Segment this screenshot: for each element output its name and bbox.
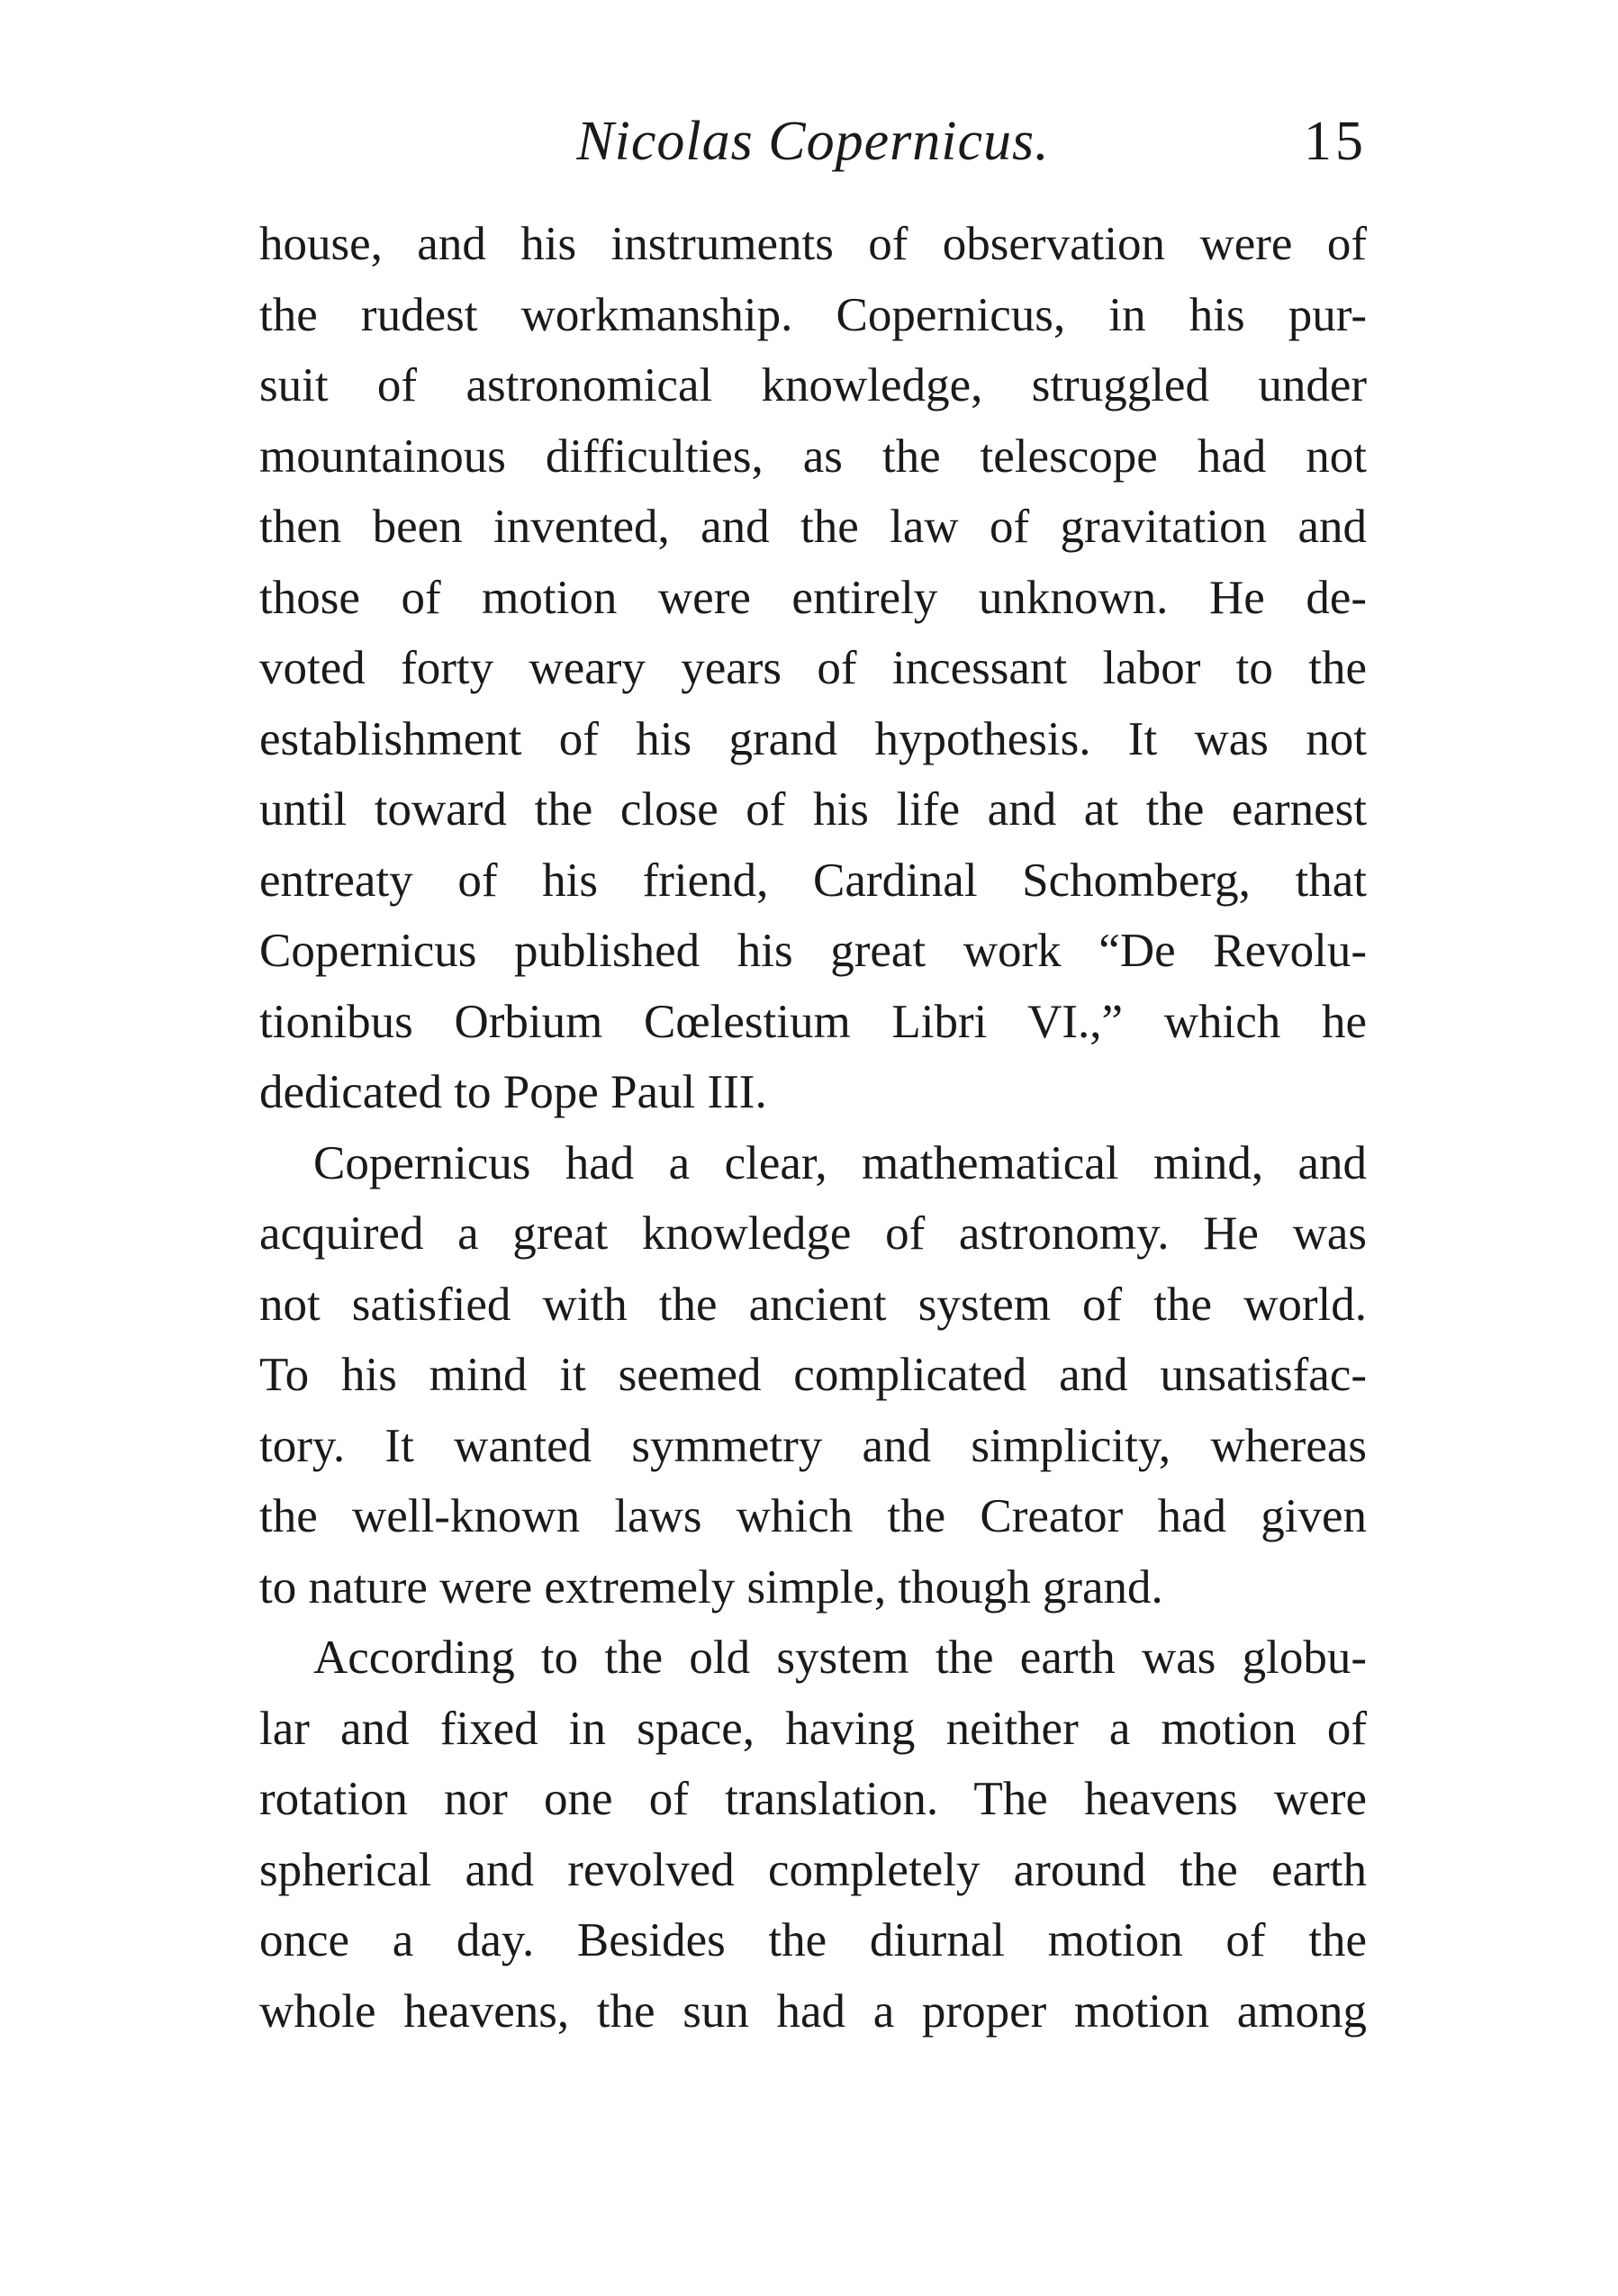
text-line: suit of astronomical knowledge, struggled under: [259, 359, 1367, 411]
text-line: establishment of his grand hypothesis. It was not: [259, 712, 1367, 765]
text-line: spherical and revolved completely around the earth: [259, 1843, 1367, 1896]
text-line: dedicated to Pope Paul III.: [259, 1066, 767, 1118]
text-line: tory. It wanted symmetry and simplicity, whereas: [259, 1419, 1367, 1472]
paragraph: [259, 209, 1367, 1128]
paragraph: [259, 1623, 1367, 2047]
text-line: those of motion were entirely unknown. He de-: [259, 571, 1367, 624]
text-line: the well-known laws which the Creator had given: [259, 1490, 1367, 1542]
text-line: rotation nor one of translation. The heavens were: [259, 1773, 1367, 1825]
text-line: to nature were extremely simple, though grand.: [259, 1560, 1163, 1614]
text-line: tionibus Orbium Cœlestium Libri VI.,” which he: [259, 995, 1367, 1048]
running-title: Nicolas Copernicus.: [576, 111, 1050, 172]
page-number: 15: [1304, 111, 1367, 172]
body-text: [259, 209, 1367, 2047]
text-line: until toward the close of his life and at the earnest: [259, 783, 1367, 836]
paragraph: [259, 1128, 1367, 1623]
text-line: lar and fixed in space, having neither a motion of: [259, 1702, 1367, 1755]
text-line: Copernicus published his great work “De Revolu-: [259, 925, 1367, 977]
text-line: mountainous difficulties, as the telescope had not: [259, 429, 1367, 483]
text-line: acquired a great knowledge of astronomy. He was: [259, 1207, 1367, 1260]
text-line: To his mind it seemed complicated and unsatisfac-: [259, 1349, 1367, 1401]
text-line: the rudest workmanship. Copernicus, in his pur-: [259, 288, 1367, 341]
text-line: Copernicus had a clear, mathematical mind, and: [313, 1136, 1367, 1189]
text-line: once a day. Besides the diurnal motion of the: [259, 1914, 1367, 1966]
text-line: not satisfied with the ancient system of the world.: [259, 1278, 1367, 1331]
running-head: [259, 101, 1367, 182]
text-line: According to the old system the earth was globu-: [313, 1632, 1367, 1684]
text-line: then been invented, and the law of gravitation and: [259, 501, 1367, 553]
text-line: whole heavens, the sun had a proper motion among: [259, 1984, 1367, 2038]
text-line: voted forty weary years of incessant labor to the: [259, 642, 1367, 694]
text-line: entreaty of his friend, Cardinal Schomberg, that: [259, 854, 1367, 907]
text-line: house, and his instruments of observation were of: [259, 218, 1367, 270]
